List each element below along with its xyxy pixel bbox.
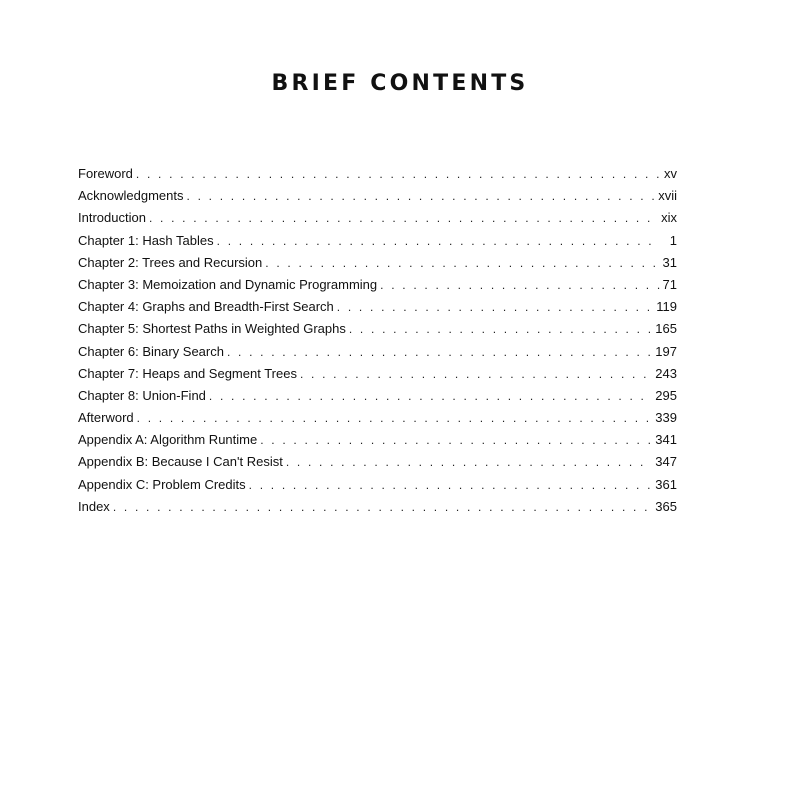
toc-entry-label: Chapter 3: Memoization and Dynamic Programming <box>78 276 378 292</box>
toc-entry-foreword <box>78 163 677 185</box>
toc-entry-page-number: xv <box>664 166 677 181</box>
toc-entry-appendix-b <box>78 451 677 473</box>
toc-entry-index <box>78 496 677 518</box>
toc-entry-page-number: 197 <box>655 343 677 359</box>
page-title: BRIEF CONTENTS <box>271 71 529 96</box>
toc-entry-label: Chapter 6: Binary Search <box>78 343 224 359</box>
toc-entry-label: Chapter 1: Hash Tables <box>78 232 214 248</box>
toc-entry-page-number: 71 <box>662 276 677 292</box>
toc-entry-appendix-a <box>78 429 677 451</box>
toc-entry-page-number: 341 <box>655 432 677 448</box>
dot-leader <box>227 341 652 363</box>
toc-entry-label: Appendix B: Because I Can't Resist <box>78 454 283 470</box>
dot-leader <box>260 429 652 451</box>
toc-entry-chapter-3 <box>78 274 677 296</box>
toc-entry-chapter-8 <box>78 385 677 407</box>
dot-leader <box>337 296 653 318</box>
toc-entry-page-number: 119 <box>656 299 677 315</box>
toc-entry-page-number: 339 <box>655 410 677 426</box>
dot-leader <box>217 230 660 252</box>
toc-entry-label: Chapter 5: Shortest Paths in Weighted Graphs <box>78 321 346 337</box>
toc-entry-chapter-5 <box>78 318 677 340</box>
toc-entry-chapter-7 <box>78 363 677 385</box>
toc-entry-label: Chapter 7: Heaps and Segment Trees <box>78 365 297 381</box>
toc-entry-page-number: 165 <box>655 321 677 337</box>
dot-leader <box>149 207 658 229</box>
toc-entry-page-number: 31 <box>662 254 677 270</box>
toc-entry-appendix-c <box>78 474 677 496</box>
toc-entry-chapter-1 <box>78 230 677 252</box>
dot-leader <box>265 252 659 274</box>
toc-entry-page-number: xvii <box>658 188 677 204</box>
dot-leader <box>137 407 653 429</box>
dot-leader <box>249 474 653 496</box>
dot-leader <box>136 163 660 185</box>
toc-entry-label: Afterword <box>78 410 134 426</box>
toc-entry-afterword <box>78 407 677 429</box>
toc-entry-page-number: 1 <box>669 232 677 248</box>
toc-entry-introduction <box>78 207 677 229</box>
table-of-contents <box>78 163 677 518</box>
toc-entry-acknowledgments <box>78 185 677 207</box>
toc-entry-page-number: 243 <box>655 365 677 381</box>
toc-entry-label: Foreword <box>78 166 133 181</box>
dot-leader <box>349 318 652 340</box>
toc-entry-label: Appendix A: Algorithm Runtime <box>78 432 258 448</box>
toc-entry-page-number: 295 <box>655 387 677 403</box>
toc-entry-label: Acknowledgments <box>78 188 184 204</box>
toc-entry-chapter-6 <box>78 341 677 363</box>
dot-leader <box>209 385 652 407</box>
toc-entry-chapter-2 <box>78 252 677 274</box>
toc-entry-page-number: 365 <box>655 498 677 514</box>
toc-entry-page-number: 361 <box>655 476 677 492</box>
toc-entry-chapter-4 <box>78 296 677 318</box>
toc-entry-page-number: 347 <box>655 454 677 470</box>
toc-entry-page-number: xix <box>661 210 677 226</box>
toc-entry-label: Introduction <box>78 210 146 226</box>
dot-leader <box>286 451 652 473</box>
toc-entry-label: Chapter 2: Trees and Recursion <box>78 254 263 270</box>
dot-leader <box>113 496 652 518</box>
toc-entry-label: Index <box>78 498 110 514</box>
toc-entry-label: Chapter 4: Graphs and Breadth-First Search <box>78 299 334 315</box>
dot-leader <box>380 274 659 296</box>
toc-entry-label: Appendix C: Problem Credits <box>78 476 246 492</box>
dot-leader <box>300 363 652 385</box>
dot-leader <box>187 185 656 207</box>
toc-entry-label: Chapter 8: Union-Find <box>78 387 206 403</box>
